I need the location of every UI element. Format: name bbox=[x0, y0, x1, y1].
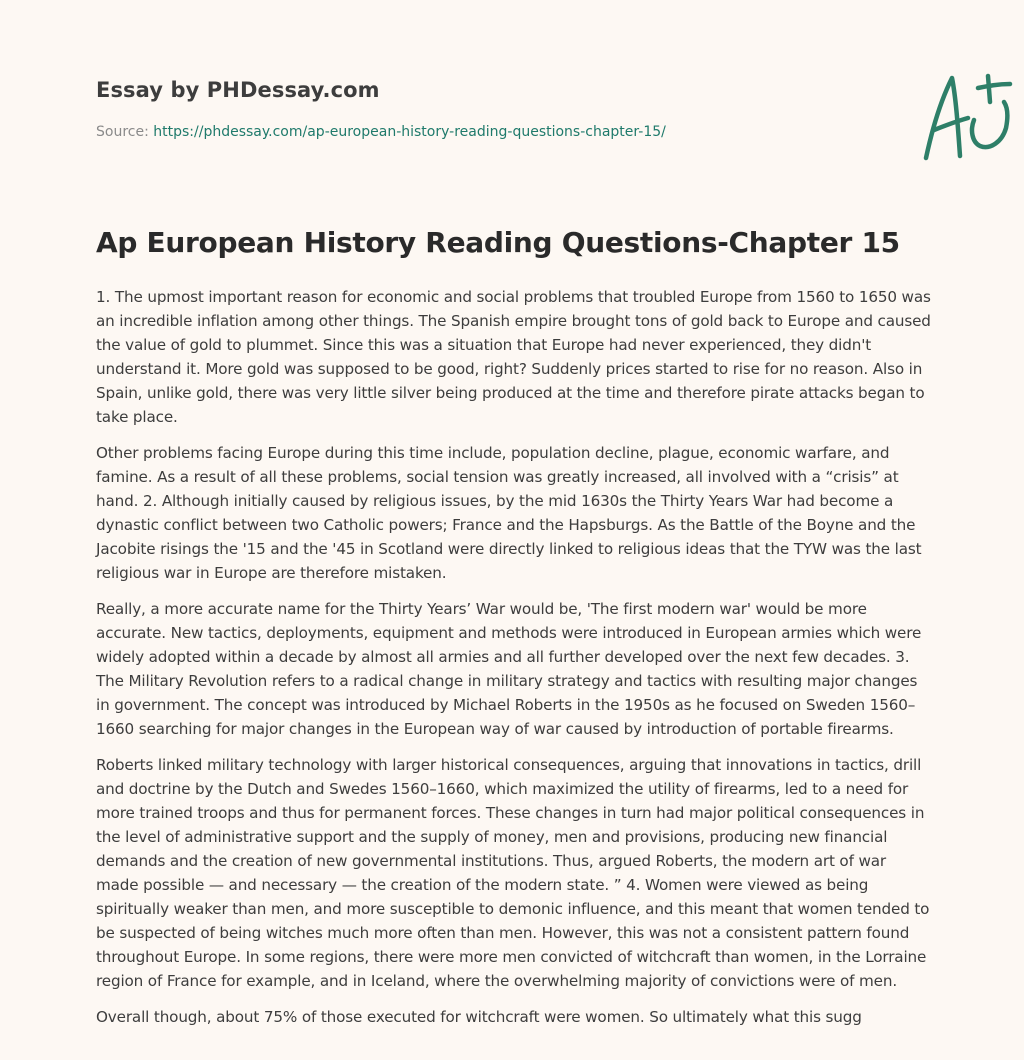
site-brand: Essay by PHDessay.com bbox=[96, 78, 380, 102]
source-label: Source: bbox=[96, 124, 149, 140]
essay-body bbox=[96, 285, 932, 1041]
a-plus-logo-icon bbox=[918, 68, 1024, 164]
essay-paragraph: Roberts linked military technology with larger historical consequences, arguing that innovations in tactics, drill and doctrine by the Dutch and Swedes 1560–1660, which maximized the utility of firearms, led to a need for more trained troops and thus for permanent forces. These changes in turn had major political consequences in the level of administrative support and the supply of money, men and provisions, producing new financial demands and the creation of new governmental institutions. Thus, argued Roberts, the modern art of war made possible — and necessary — the creation of the modern state. ” 4. Women were viewed as being spiritually weaker than men, and more susceptible to demonic influence, and this meant that women tended to be suspected of being witches much more often than men. However, this was not a consistent pattern found throughout Europe. In some regions, there were more men convicted of witchcraft than women, in the Lorraine region of France for example, and in Iceland, where the overwhelming majority of convictions were of men. bbox=[96, 756, 930, 990]
essay-title: Ap European History Reading Questions-Chapter 15 bbox=[96, 226, 900, 259]
essay-paragraph: 1. The upmost important reason for economic and social problems that troubled Europe from 1560 to 1650 was an incredible inflation among other things. The Spanish empire brought tons of gold back to Europe and caused the value of gold to plummet. Since this was a situation that Europe had never experienced, they didn't understand it. More gold was supposed to be good, right? Suddenly prices started to rise for no reason. Also in Spain, unlike gold, there was very little silver being produced at the time and therefore pirate attacks began to take place. bbox=[96, 288, 931, 426]
source-link[interactable]: https://phdessay.com/ap-european-history-reading-questions-chapter-15/ bbox=[153, 124, 666, 140]
essay-paragraph: Overall though, about 75% of those executed for witchcraft were women. So ultimately what this sugg bbox=[96, 1008, 862, 1026]
essay-paragraph: Really, a more accurate name for the Thirty Years’ War would be, 'The first modern war' would be more accurate. New tactics, deployments, equipment and methods were introduced in European armies which were widely adopted within a decade by almost all armies and all further developed over the next few decades. 3. The Military Revolution refers to a radical change in military strategy and tactics with resulting major changes in government. The concept was introduced by Michael Roberts in the 1950s as he focused on Sweden 1560–1660 searching for major changes in the European way of war caused by introduction of portable firearms. bbox=[96, 600, 922, 738]
essay-paragraph: Other problems facing Europe during this time include, population decline, plague, economic warfare, and famine. As a result of all these problems, social tension was greatly increased, all involved with a “crisis” at hand. 2. Although initially caused by religious issues, by the mid 1630s the Thirty Years War had become a dynastic conflict between two Catholic powers; France and the Hapsburgs. As the Battle of the Boyne and the Jacobite risings the '15 and the '45 in Scotland were directly linked to religious ideas that the TYW was the last religious war in Europe are therefore mistaken. bbox=[96, 444, 922, 582]
source-line bbox=[96, 124, 666, 140]
